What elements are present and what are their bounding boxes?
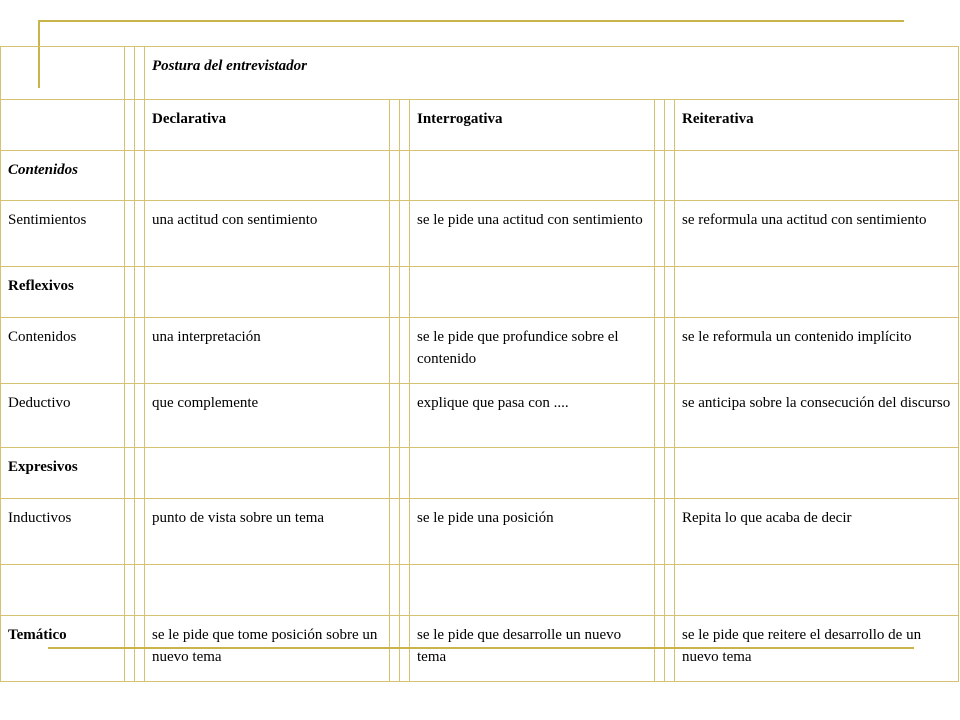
table-cell xyxy=(145,151,390,201)
spacer-cell xyxy=(665,318,675,384)
spacer-cell xyxy=(135,201,145,267)
spacer-cell xyxy=(400,448,410,499)
table-row xyxy=(1,201,959,267)
table-cell: se le pide una actitud con sentimiento xyxy=(410,201,655,267)
table-row xyxy=(1,448,959,499)
spacer-cell xyxy=(125,100,135,151)
column-header-declarativa: Declarativa xyxy=(145,100,390,151)
table-cell xyxy=(410,151,655,201)
spacer-cell xyxy=(655,499,665,565)
table-cell: explique que pasa con .... xyxy=(410,384,655,448)
table-row xyxy=(1,267,959,318)
table-cell xyxy=(145,448,390,499)
row-label: Reflexivos xyxy=(1,267,125,318)
spacer-cell xyxy=(125,448,135,499)
spacer-cell xyxy=(125,318,135,384)
spacer-cell xyxy=(400,499,410,565)
table-cell: una actitud con sentimiento xyxy=(145,201,390,267)
decorative-line-bottom xyxy=(48,647,914,649)
row-label: Contenidos xyxy=(1,318,125,384)
table-row xyxy=(1,318,959,384)
spacer-cell xyxy=(655,384,665,448)
table-cell xyxy=(410,267,655,318)
table-cell: se le pide que tome posición sobre un nuevo tema xyxy=(145,616,390,682)
spacer-cell xyxy=(400,565,410,616)
table-cell: Repita lo que acaba de decir xyxy=(675,499,959,565)
spacer-cell xyxy=(665,565,675,616)
spacer-cell xyxy=(655,318,665,384)
table-row xyxy=(1,499,959,565)
spacer-cell xyxy=(400,201,410,267)
row-label: Temático xyxy=(1,616,125,682)
table-cell xyxy=(410,448,655,499)
table-cell: se anticipa sobre la consecución del discurso xyxy=(675,384,959,448)
table-cell: se le reformula un contenido implícito xyxy=(675,318,959,384)
table-cell: se le pide que profundice sobre el contenido xyxy=(410,318,655,384)
table-cell: se reformula una actitud con sentimiento xyxy=(675,201,959,267)
header-corner-cell xyxy=(1,100,125,151)
table-cell: punto de vista sobre un tema xyxy=(145,499,390,565)
table-row xyxy=(1,151,959,201)
spacer-cell xyxy=(390,267,400,318)
spacer-cell xyxy=(390,100,400,151)
spacer-cell xyxy=(665,201,675,267)
row-label: Sentimientos xyxy=(1,201,125,267)
spacer-cell xyxy=(125,267,135,318)
spacer-cell xyxy=(135,499,145,565)
spacer-cell xyxy=(400,151,410,201)
spacer-cell xyxy=(665,267,675,318)
group-title: Postura del entrevistador xyxy=(145,47,959,100)
row-label: Expresivos xyxy=(1,448,125,499)
spacer-cell xyxy=(135,384,145,448)
table-cell: se le pide una posición xyxy=(410,499,655,565)
spacer-cell xyxy=(400,384,410,448)
spacer-cell xyxy=(400,318,410,384)
table-row xyxy=(1,565,959,616)
spacer-cell xyxy=(125,151,135,201)
table-cell xyxy=(675,267,959,318)
table-cell xyxy=(675,151,959,201)
spacer-cell xyxy=(135,565,145,616)
table-cell: se le pide que reitere el desarrollo de un nuevo tema xyxy=(675,616,959,682)
spacer-cell xyxy=(655,100,665,151)
table-row xyxy=(1,384,959,448)
spacer-cell xyxy=(400,100,410,151)
header-row-group xyxy=(1,47,959,100)
table-cell xyxy=(145,565,390,616)
spacer-cell xyxy=(400,267,410,318)
header-corner-cell xyxy=(1,47,125,100)
spacer-cell xyxy=(655,151,665,201)
spacer-cell xyxy=(665,448,675,499)
spacer-cell xyxy=(135,151,145,201)
spacer-cell xyxy=(665,384,675,448)
spacer-cell xyxy=(390,499,400,565)
column-header-reiterativa: Reiterativa xyxy=(675,100,959,151)
spacer-cell xyxy=(655,267,665,318)
spacer-cell xyxy=(655,448,665,499)
spacer-cell xyxy=(655,201,665,267)
spacer-cell xyxy=(125,201,135,267)
header-row-columns xyxy=(1,100,959,151)
spacer-cell xyxy=(390,318,400,384)
spacer-cell xyxy=(390,448,400,499)
spacer-cell xyxy=(665,151,675,201)
table-cell: se le pide que desarrolle un nuevo tema xyxy=(410,616,655,682)
spacer-cell xyxy=(390,201,400,267)
spacer-cell xyxy=(125,47,135,100)
spacer-cell xyxy=(665,499,675,565)
spacer-cell xyxy=(390,151,400,201)
table-cell xyxy=(675,565,959,616)
column-header-interrogativa: Interrogativa xyxy=(410,100,655,151)
table-cell: una interpretación xyxy=(145,318,390,384)
spacer-cell xyxy=(135,448,145,499)
table-cell: que complemente xyxy=(145,384,390,448)
spacer-cell xyxy=(135,318,145,384)
spacer-cell xyxy=(665,100,675,151)
spacer-cell xyxy=(390,384,400,448)
table-cell xyxy=(675,448,959,499)
spacer-cell xyxy=(655,565,665,616)
spacer-cell xyxy=(125,565,135,616)
spacer-cell xyxy=(135,100,145,151)
spacer-cell xyxy=(135,47,145,100)
spacer-cell xyxy=(125,384,135,448)
table-cell xyxy=(410,565,655,616)
spacer-cell xyxy=(390,565,400,616)
row-label xyxy=(1,565,125,616)
row-label: Contenidos xyxy=(1,151,125,201)
row-label: Inductivos xyxy=(1,499,125,565)
spacer-cell xyxy=(125,499,135,565)
row-label: Deductivo xyxy=(1,384,125,448)
decorative-line-top xyxy=(38,20,904,22)
interviewer-posture-table xyxy=(0,46,959,682)
table-cell xyxy=(145,267,390,318)
spacer-cell xyxy=(135,267,145,318)
